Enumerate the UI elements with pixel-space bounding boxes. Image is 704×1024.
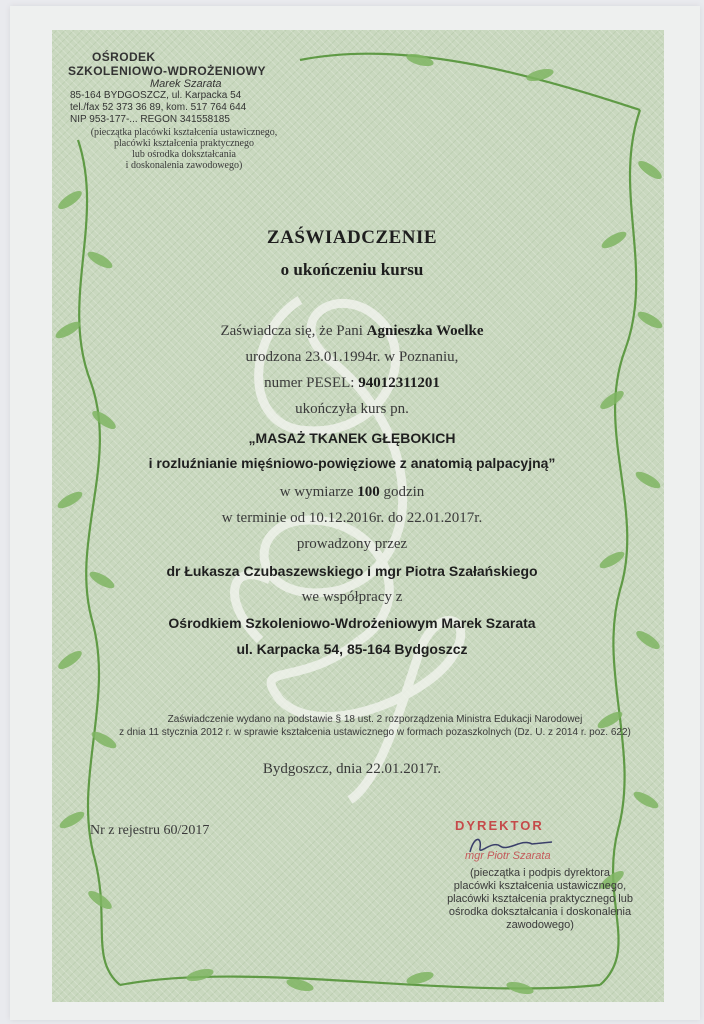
stamp-caption-line: placówki kształcenia praktycznego — [114, 138, 254, 149]
led-by-line: prowadzony przez — [296, 536, 408, 552]
stamp-caption-line: (pieczątka placówki kształcenia ustawicznego, — [90, 127, 278, 138]
course-title-line2: i rozluźnianie mięśniowo-powięziowe z anatomią palpacyjną” — [148, 455, 556, 471]
director-caption-line: placówki kształcenia praktycznego lub — [447, 893, 633, 905]
hours-prefix: w wymiarze — [279, 484, 358, 500]
recipient-line — [0, 323, 704, 340]
stamp-org-line2: SZKOLENIOWO-WDROŻENIOWY — [68, 64, 266, 78]
pesel-line — [0, 375, 704, 392]
pesel-prefix: numer PESEL: — [264, 375, 359, 391]
stamp-nip: NIP 953-177-... REGON 341558185 — [70, 114, 230, 125]
register-number: Nr z rejestru 60/2017 — [90, 823, 210, 838]
legal-basis — [70, 713, 680, 739]
stamp-phone: tel./fax 52 373 36 89, kom. 517 764 644 — [70, 102, 247, 113]
hours-value: 100 — [357, 484, 380, 500]
institution-stamp — [62, 50, 302, 171]
pesel-number: 94012311201 — [358, 375, 440, 391]
certificate-subtitle: o ukończeniu kursu — [280, 260, 424, 279]
instructors-line: dr Łukasza Czubaszewskiego i mgr Piotra Szałańskiego — [166, 563, 538, 579]
legal-line: z dnia 11 stycznia 2012 r. w sprawie kształcenia ustawicznego w formach pozaszkolnych (Dz. U. z 2014 r. poz. 622) — [119, 727, 631, 738]
stamp-address: 85-164 BYDGOSZCZ, ul. Karpacka 54 — [70, 90, 242, 101]
stamp-caption-line: lub ośrodka dokształcania — [132, 149, 236, 160]
partner-address-line: ul. Karpacka 54, 85-164 Bydgoszcz — [236, 641, 468, 657]
stamp-owner: Marek Szarata — [150, 78, 222, 90]
director-caption — [420, 867, 660, 932]
stamp-caption — [66, 127, 302, 171]
recipient-name: Agnieszka Woelke — [366, 323, 484, 339]
director-caption-line: ośrodka dokształcania i doskonalenia zawodowego) — [448, 906, 632, 931]
stamp-caption-line: i doskonalenia zawodowego) — [125, 160, 243, 171]
director-name: mgr Piotr Szarata — [465, 850, 551, 862]
director-stamp-title: DYREKTOR — [455, 818, 544, 833]
stamp-org-line1: OŚRODEK — [92, 50, 156, 64]
partner-line: Ośrodkiem Szkoleniowo-Wdrożeniowym Marek Szarata — [168, 615, 536, 631]
director-caption-line: placówki kształcenia ustawicznego, — [453, 880, 627, 892]
place-date: Bydgoszcz, dnia 22.01.2017r. — [262, 761, 442, 777]
director-caption-line: (pieczątka i podpis dyrektora — [469, 867, 610, 879]
legal-line: Zaświadczenie wydano na podstawie § 18 ust. 2 rozporządzenia Ministra Edukacji Narodowej — [167, 714, 583, 725]
hours-line — [0, 484, 704, 501]
cooperation-line: we współpracy z — [301, 589, 403, 605]
recipient-prefix: Zaświadcza się, że Pani — [220, 323, 367, 339]
certificate-title: ZAŚWIADCZENIE — [266, 227, 438, 248]
birth-line: urodzona 23.01.1994r. w Poznaniu, — [245, 349, 459, 365]
dates-line: w terminie od 10.12.2016r. do 22.01.2017r. — [221, 510, 483, 526]
hours-suffix: godzin — [379, 484, 425, 500]
course-title-line1: „MASAŻ TKANEK GŁĘBOKICH — [248, 430, 456, 446]
completed-line: ukończyła kurs pn. — [295, 401, 409, 417]
